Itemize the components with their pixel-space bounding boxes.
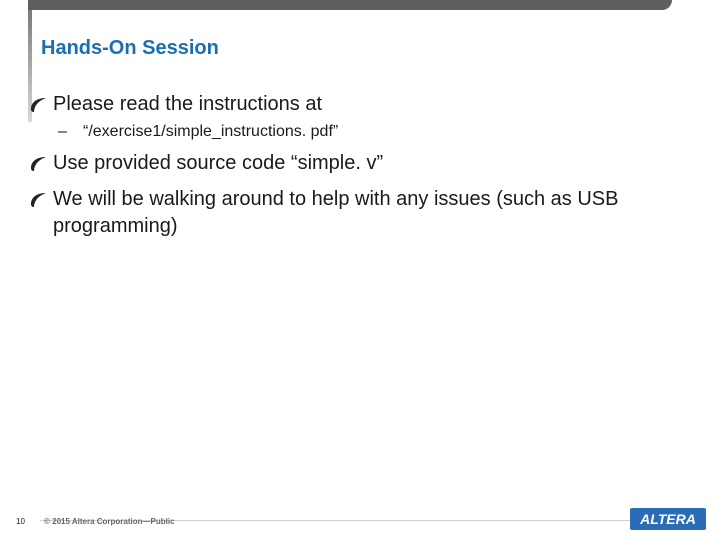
copyright-text: © 2015 Altera Corporation—Public [44,517,175,526]
slide-title: Hands-On Session [41,37,219,59]
logo-text: ALTERA [640,511,696,527]
bullet-source-code: Use provided source code “simple. v” [53,152,384,174]
crescent-bullet-icon [28,190,48,210]
bullet-instructions: Please read the instructions at [53,93,323,115]
bullet-help: We will be walking around to help with any issues (such as USB programming) [53,188,619,237]
sub-bullet-path: “/exercise1/simple_instructions. pdf” [83,123,339,140]
altera-logo [630,508,706,530]
slide-frame-top [28,0,672,10]
crescent-bullet-icon [28,154,48,174]
crescent-bullet-icon [28,95,48,115]
sub-bullet-dash: – [58,123,67,140]
page-number: 10 [16,517,25,526]
